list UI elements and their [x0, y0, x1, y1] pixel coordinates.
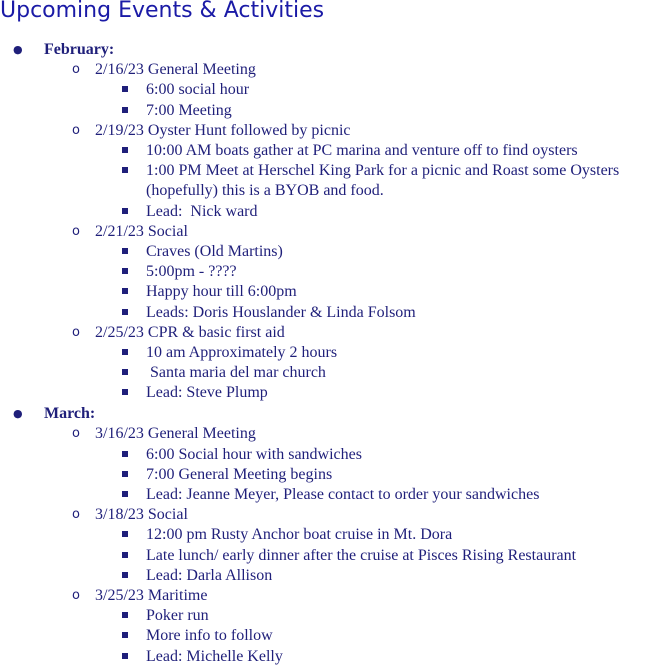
detail-text: Leads: Doris Houslander & Linda Folsom — [146, 303, 416, 321]
detail-text: 10 am Approximately 2 hours — [146, 344, 338, 362]
detail-text: Lead: Nick ward — [146, 202, 258, 220]
detail-item — [0, 101, 660, 121]
detail-text: Lead: Jeanne Meyer, Please contact to order your sandwiches — [146, 486, 540, 504]
detail-item — [0, 445, 660, 465]
detail-text: Late lunch/ early dinner after the cruise at Pisces Rising Restaurant — [146, 546, 577, 564]
detail-text: 6:00 social hour — [146, 81, 250, 99]
detail-text: Poker run — [146, 607, 209, 625]
detail-item — [0, 363, 660, 383]
events-list — [0, 40, 660, 667]
square-bullet-icon — [122, 451, 128, 457]
detail-item — [0, 485, 660, 505]
square-bullet-icon — [122, 612, 128, 618]
detail-item — [0, 626, 660, 646]
square-bullet-icon — [122, 653, 128, 659]
circle-bullet-icon: o — [72, 588, 80, 604]
detail-item — [0, 303, 660, 323]
square-bullet-icon — [122, 288, 128, 294]
event-label: 2/16/23 General Meeting — [95, 61, 256, 79]
circle-bullet-icon: o — [72, 507, 80, 523]
square-bullet-icon — [122, 389, 128, 395]
square-bullet-icon — [122, 349, 128, 355]
month-label: March: — [44, 405, 96, 423]
detail-text: Lead: Michelle Kelly — [146, 647, 283, 665]
detail-text: 5:00pm - ???? — [146, 263, 237, 281]
circle-bullet-icon: o — [72, 223, 80, 239]
square-bullet-icon — [122, 552, 128, 558]
event-item — [0, 424, 660, 444]
detail-item — [0, 383, 660, 403]
detail-text: 7:00 General Meeting begins — [146, 465, 333, 483]
square-bullet-icon — [122, 248, 128, 254]
event-label: 3/16/23 General Meeting — [95, 425, 256, 443]
square-bullet-icon — [122, 86, 128, 92]
event-label: 2/21/23 Social — [95, 222, 188, 240]
detail-text: Santa maria del mar church — [146, 364, 326, 382]
event-item — [0, 586, 660, 606]
event-item — [0, 505, 660, 525]
month-item — [0, 404, 660, 424]
detail-item — [0, 262, 660, 282]
detail-text: 7:00 Meeting — [146, 101, 232, 119]
month-label: February: — [44, 41, 115, 58]
circle-bullet-icon: o — [72, 62, 80, 78]
detail-text: 6:00 Social hour with sandwiches — [146, 445, 362, 463]
square-bullet-icon — [122, 309, 128, 315]
event-item — [0, 60, 660, 80]
square-bullet-icon — [122, 107, 128, 113]
detail-text: 1:00 PM Meet at Herschel King Park for a picnic and Roast some Oysters (hopefully) this is a BYOB and food. — [146, 162, 620, 200]
event-item — [0, 121, 660, 141]
detail-text: Lead: Darla Allison — [146, 566, 273, 584]
month-item — [0, 40, 660, 60]
detail-item — [0, 647, 660, 667]
event-label: 2/25/23 CPR & basic first aid — [95, 323, 285, 341]
square-bullet-icon — [122, 208, 128, 214]
disc-bullet-icon: ● — [13, 407, 23, 421]
detail-text: 10:00 AM boats gather at PC marina and venture off to find oysters — [146, 142, 578, 160]
detail-text: Happy hour till 6:00pm — [146, 283, 297, 301]
circle-bullet-icon: o — [72, 324, 80, 340]
detail-item — [0, 525, 660, 545]
detail-item — [0, 606, 660, 626]
event-label: 3/18/23 Social — [95, 506, 188, 524]
detail-item — [0, 141, 660, 161]
square-bullet-icon — [122, 268, 128, 274]
detail-item — [0, 161, 660, 201]
detail-item — [0, 343, 660, 363]
square-bullet-icon — [122, 491, 128, 497]
square-bullet-icon — [122, 167, 128, 173]
event-item — [0, 222, 660, 242]
detail-item — [0, 546, 660, 566]
detail-item — [0, 202, 660, 222]
square-bullet-icon — [122, 471, 128, 477]
square-bullet-icon — [122, 531, 128, 537]
detail-text: More info to follow — [146, 627, 273, 645]
square-bullet-icon — [122, 147, 128, 153]
event-item — [0, 323, 660, 343]
detail-text: Lead: Steve Plump — [146, 384, 268, 402]
detail-text: 12:00 pm Rusty Anchor boat cruise in Mt. Dora — [146, 526, 453, 544]
detail-item — [0, 242, 660, 262]
detail-item — [0, 282, 660, 302]
disc-bullet-icon: ● — [13, 43, 23, 56]
page-title: Upcoming Events & Activities — [0, 0, 325, 23]
detail-item — [0, 566, 660, 586]
detail-text: Craves (Old Martins) — [146, 243, 283, 261]
circle-bullet-icon: o — [72, 426, 80, 442]
event-label: 2/19/23 Oyster Hunt followed by picnic — [95, 121, 351, 139]
detail-item — [0, 80, 660, 100]
square-bullet-icon — [122, 632, 128, 638]
detail-item — [0, 465, 660, 485]
square-bullet-icon — [122, 369, 128, 375]
circle-bullet-icon: o — [72, 122, 80, 138]
event-label: 3/25/23 Maritime — [95, 587, 208, 605]
square-bullet-icon — [122, 572, 128, 578]
